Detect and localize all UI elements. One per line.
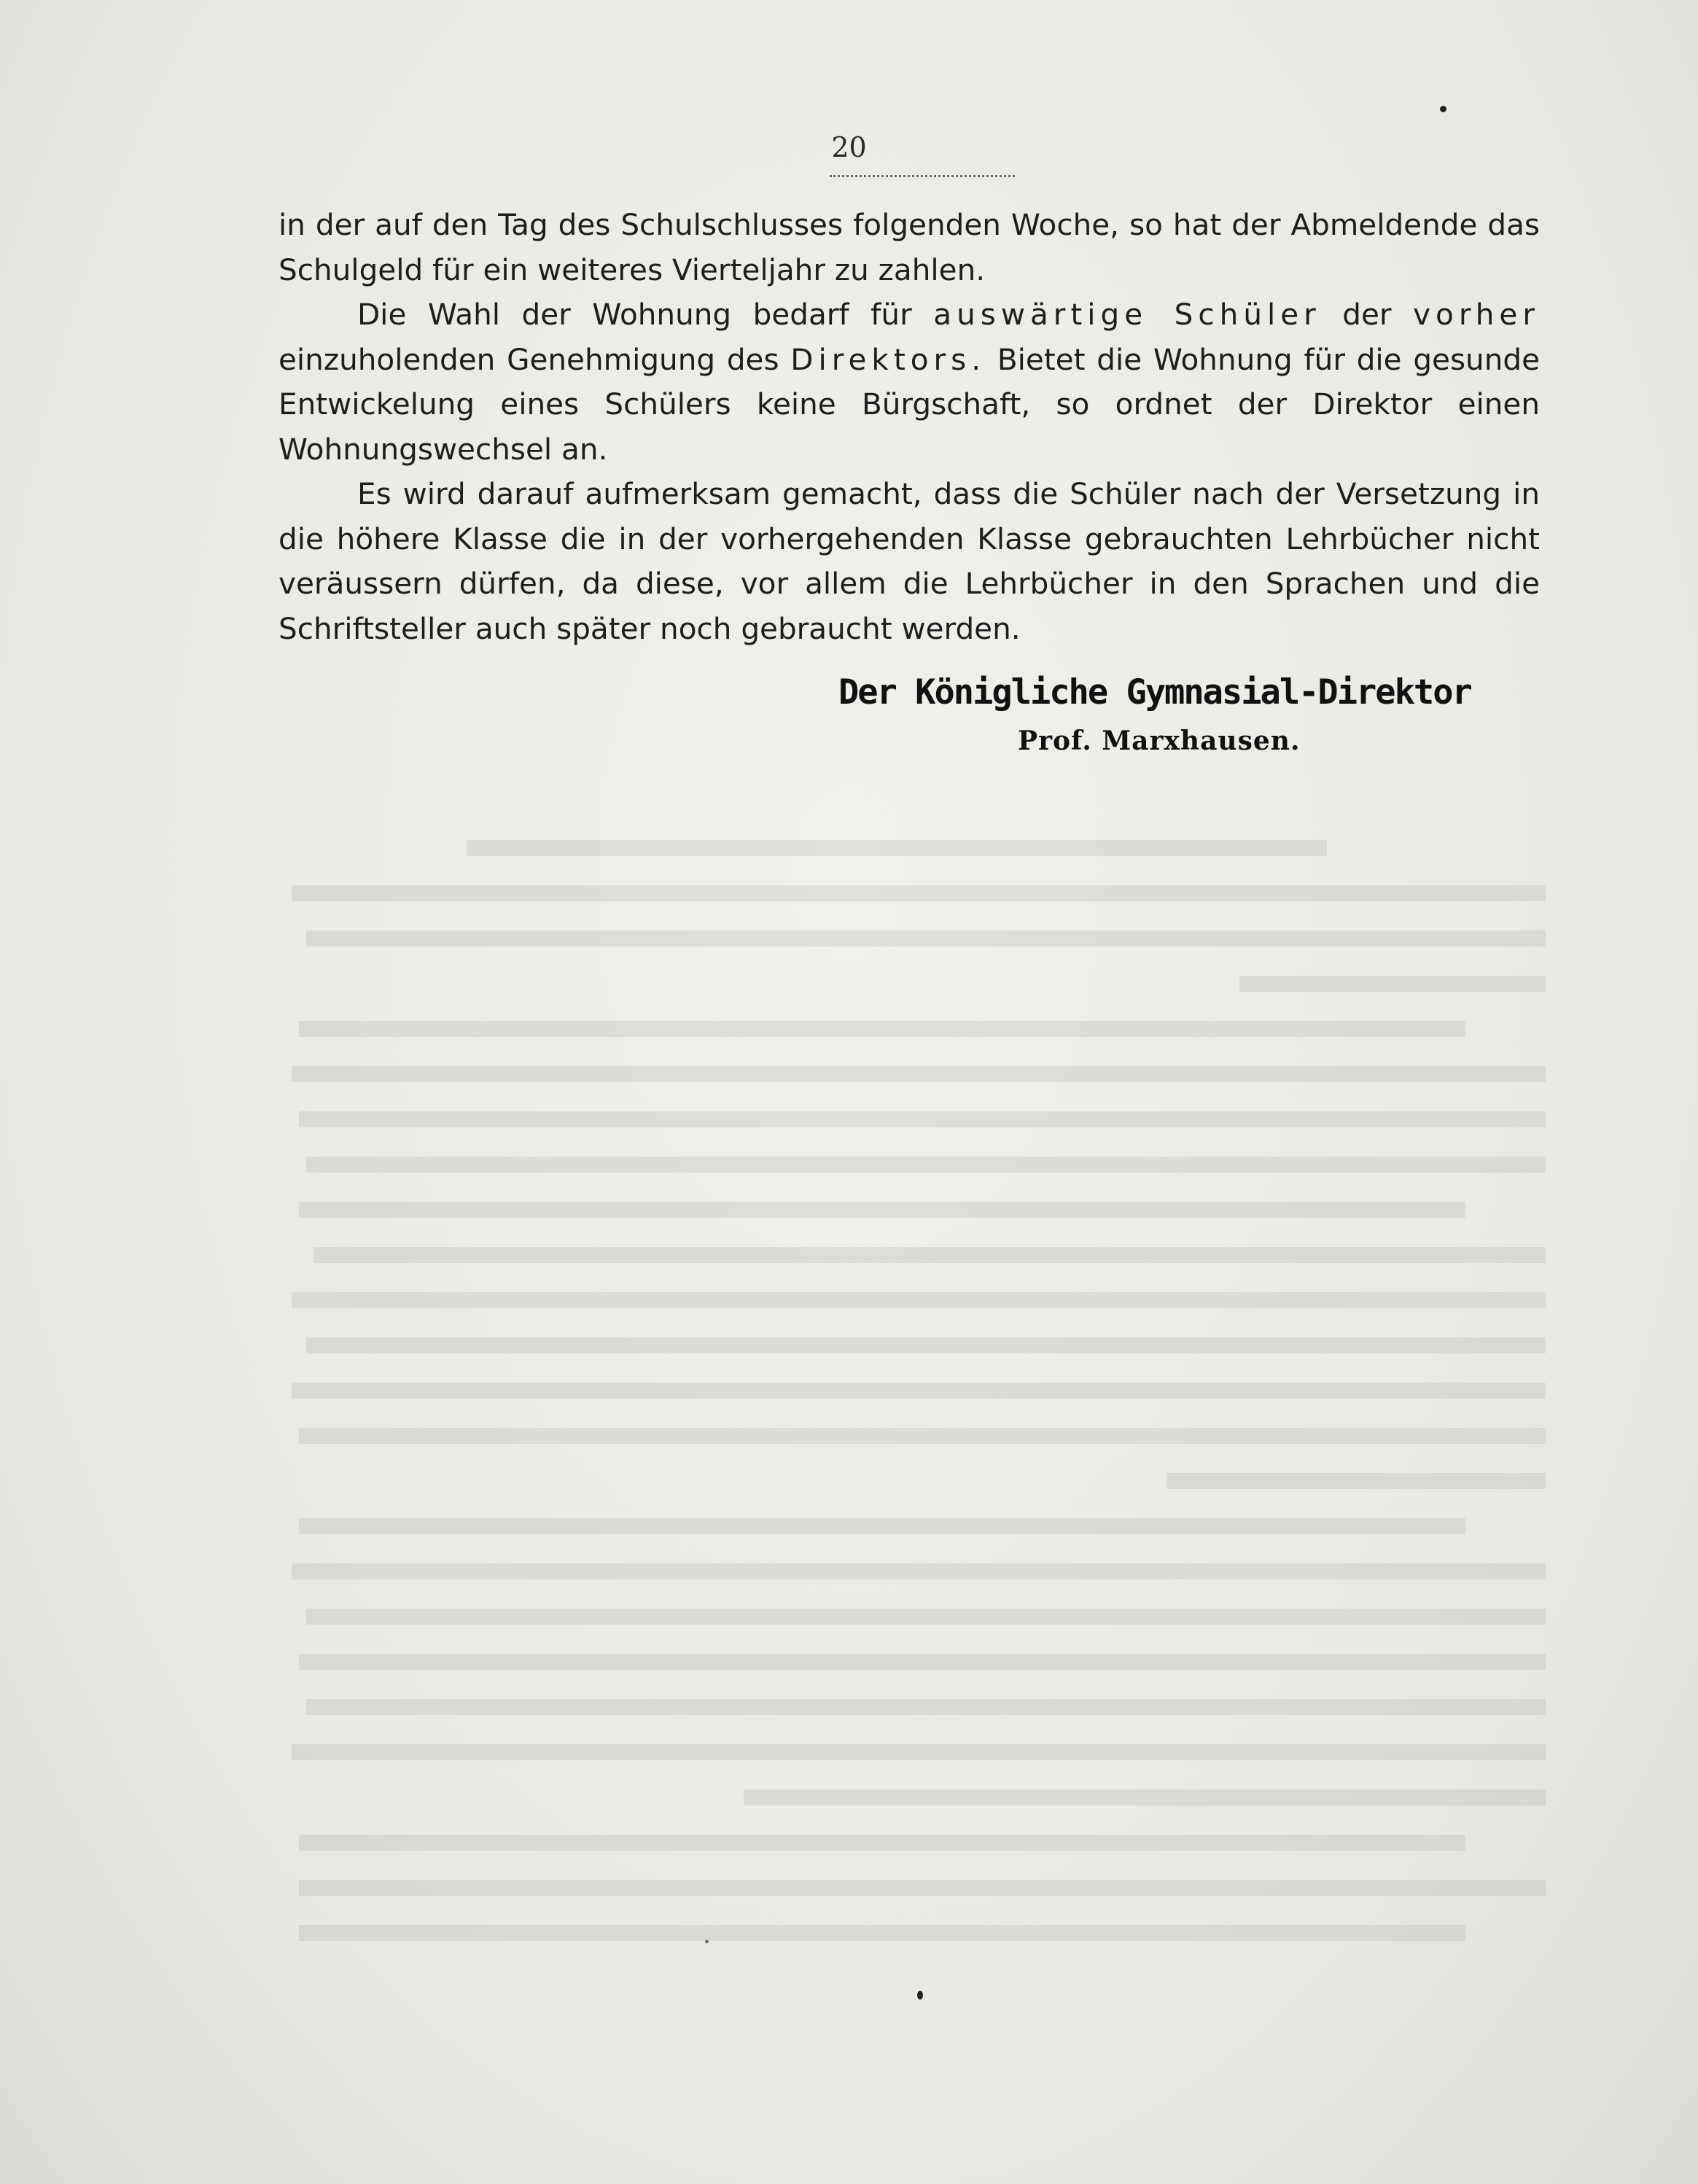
- signature-title: Der Königliche Gymnasial-Direktor: [838, 672, 1471, 712]
- paragraph-2-emphasis-vorher: vorher: [1413, 297, 1540, 332]
- signature-block: [838, 667, 1471, 759]
- page-number: 20: [831, 131, 867, 163]
- paragraph-3: Es wird darauf aufmerksam gemacht, dass die Schüler nach der Versetzung in die höhere Klasse die in der vorhergehenden Klasse gebrauchten Lehrbücher nicht veräussern dürfen, da diese, vor allem die Lehrbücher in den Sprachen und die Schriftsteller auch später noch gebraucht werden.: [279, 476, 1540, 646]
- reverse-side-bleed-through: [262, 824, 1546, 1962]
- paragraph-2-part-a: Die Wahl der Wohnung bedarf für: [357, 297, 934, 332]
- paragraph-2-emphasis-schueler: auswärtige Schüler: [933, 297, 1321, 332]
- paragraph-2: [279, 292, 1540, 472]
- signature-name: Prof. Marxhausen.: [1018, 726, 1301, 756]
- ink-speck: [705, 1940, 709, 1943]
- paragraph-2-part-c: der: [1320, 297, 1414, 332]
- paragraph-2-emphasis-direktors: Direktors.: [790, 341, 986, 377]
- paragraph-1: in der auf den Tag des Schulschlusses folgenden Woche, so hat der Abmeldende das Schulgeld für ein weiteres Vierteljahr zu zahlen.: [279, 207, 1540, 287]
- paragraph-2-part-e: einzuholenden Genehmigung des: [279, 341, 791, 377]
- main-text-block: [279, 203, 1540, 651]
- page-number-ornament: [830, 169, 1015, 177]
- ink-speck: [1440, 106, 1446, 112]
- ink-speck: [917, 1991, 923, 2000]
- paragraph-2-part-g: Bietet die Wohnung für die gesunde Entwickelung eines Schülers keine Bürgschaft, so ordnet der Direktor einen Wohnungswechsel an.: [279, 341, 1541, 467]
